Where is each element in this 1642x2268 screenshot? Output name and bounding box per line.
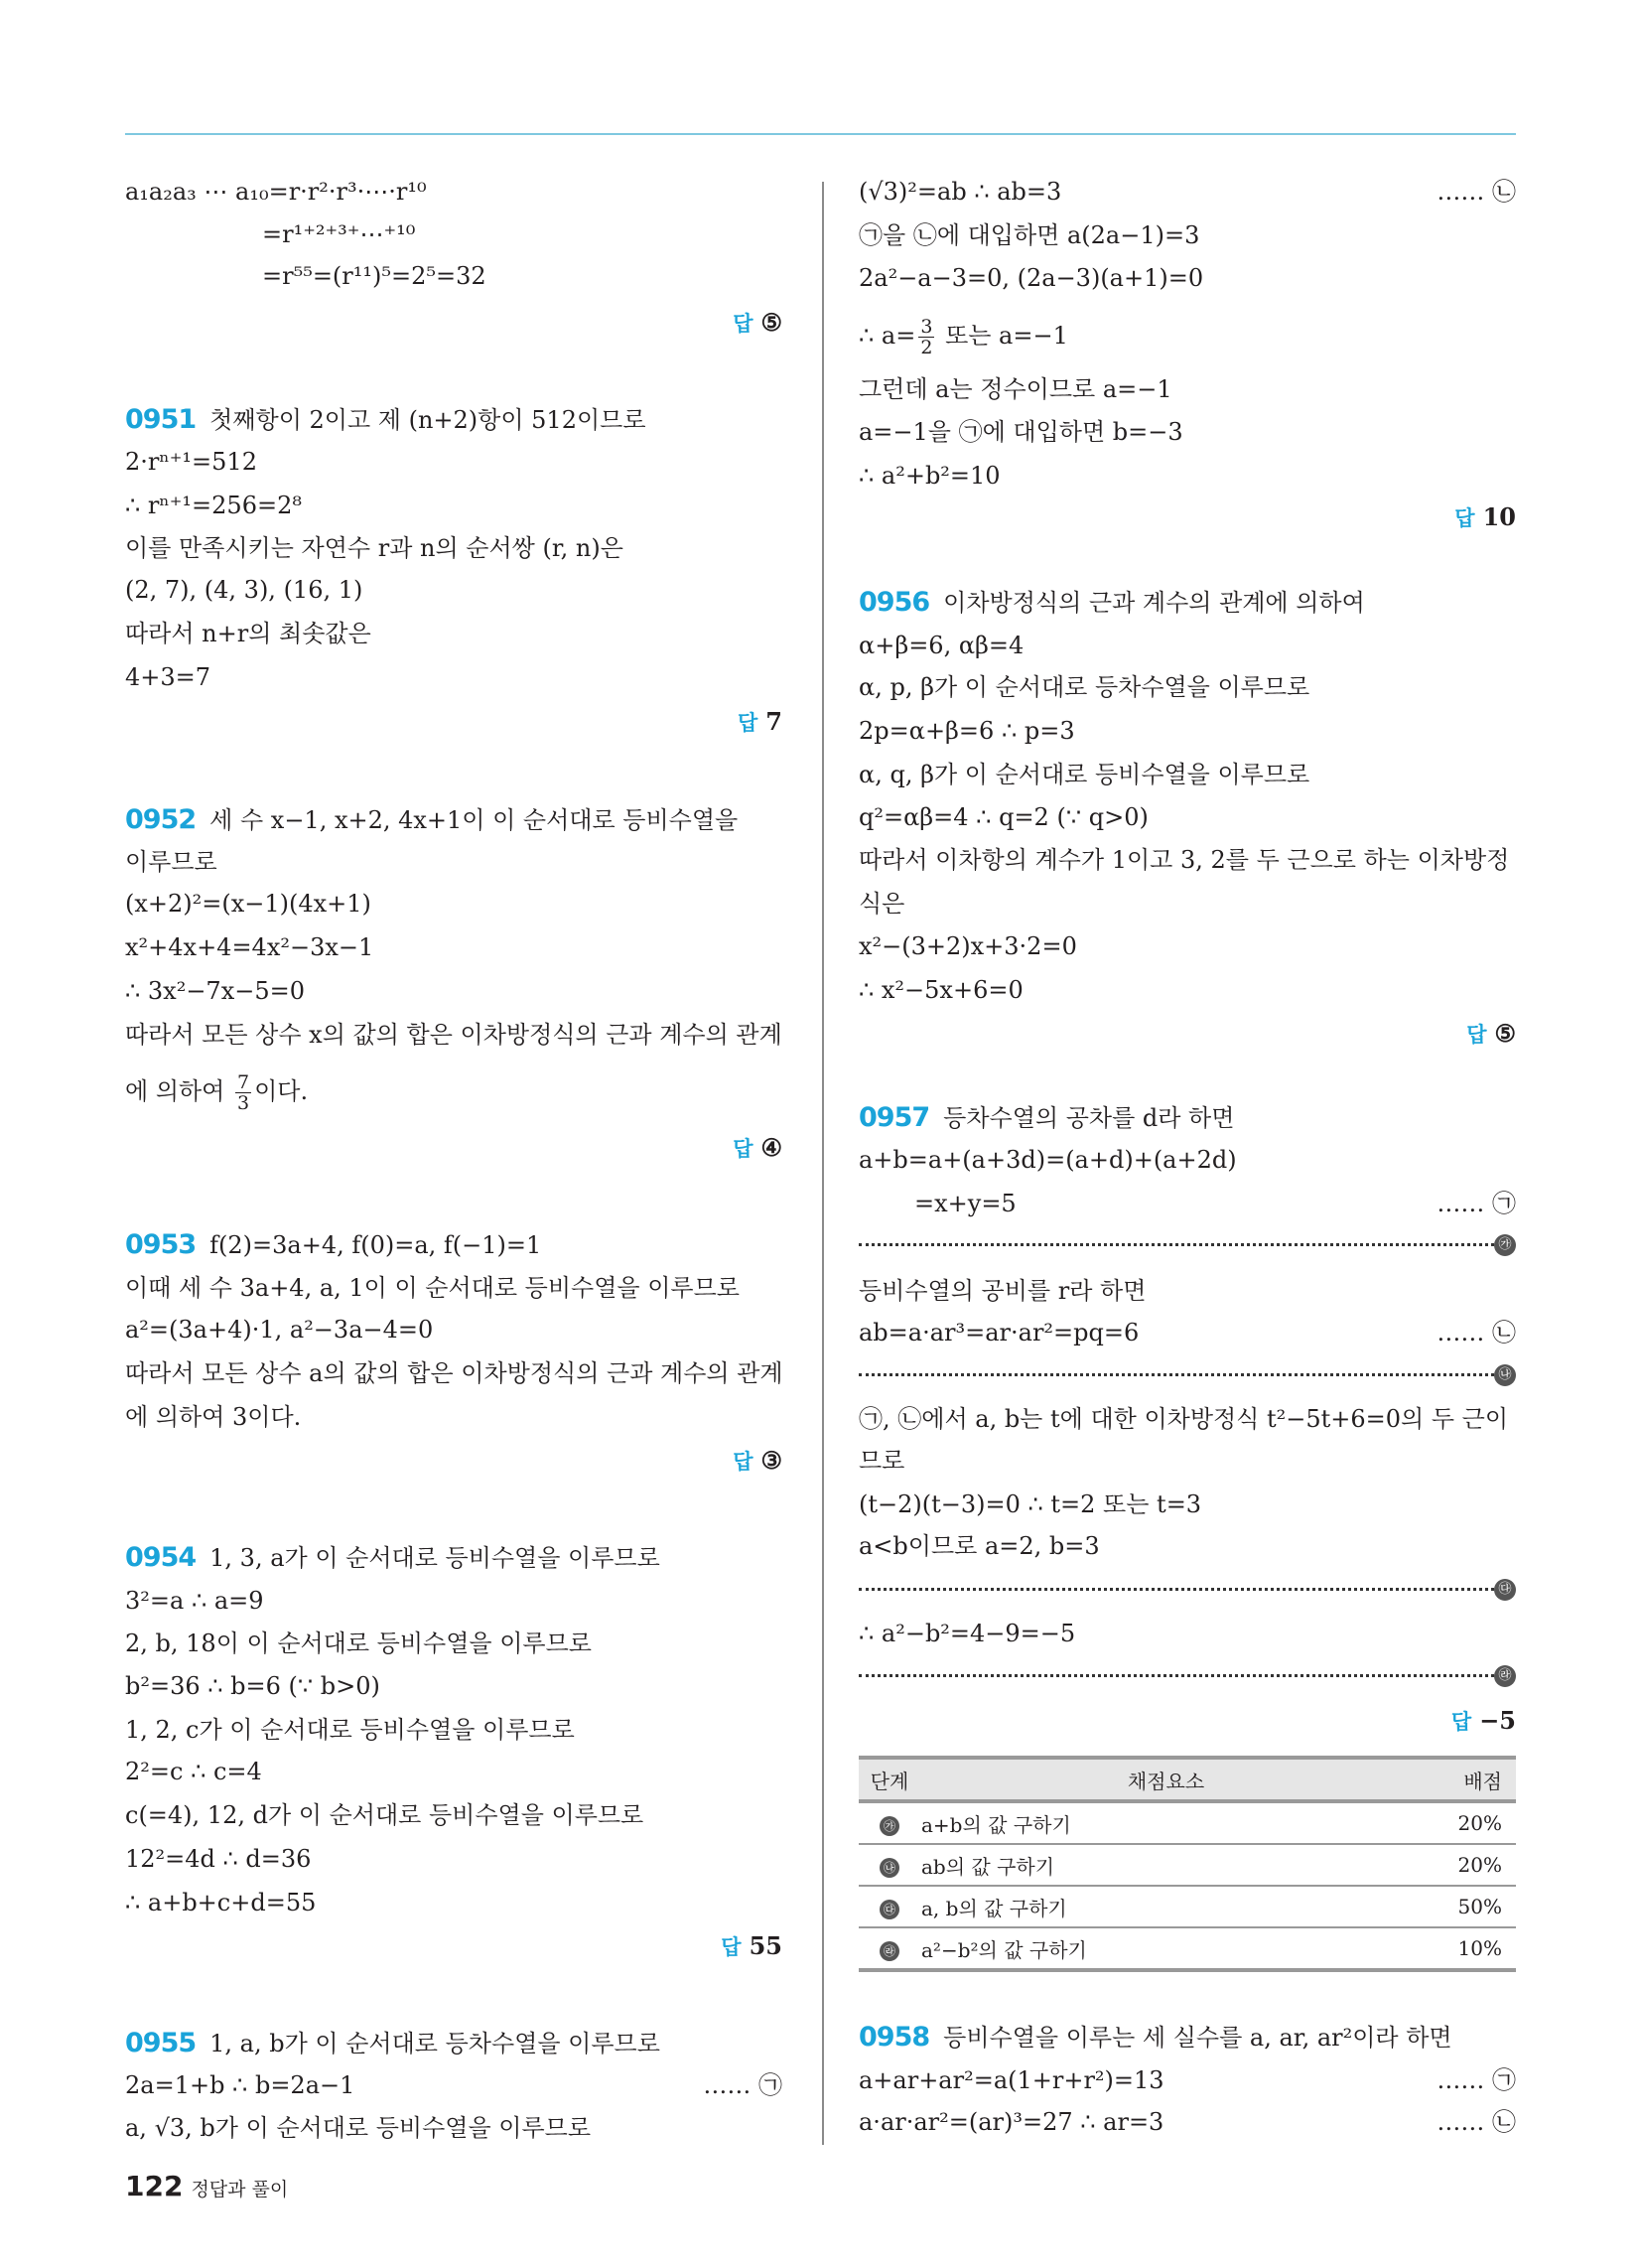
problem-number: 0955 bbox=[125, 2028, 197, 2058]
solution-line: ∴ rⁿ⁺¹=256=2⁸ bbox=[125, 492, 302, 519]
solution-line: a²=(3a+4)·1, a²−3a−4=0 bbox=[125, 1316, 434, 1344]
answer-value: ③ bbox=[760, 1446, 782, 1475]
answer bbox=[125, 1130, 782, 1166]
solution-line: ㉠을 ㉡에 대입하면 a(2a−1)=3 bbox=[859, 221, 1200, 249]
solution-line: (x+2)²=(x−1)(4x+1) bbox=[125, 890, 371, 918]
text: 또는 a=−1 bbox=[945, 322, 1068, 350]
table-row bbox=[859, 1927, 1516, 1970]
dotted-line bbox=[859, 1373, 1494, 1376]
solution-line: 따라서 n+r의 최솟값은 bbox=[125, 620, 371, 647]
page-footer bbox=[125, 2167, 288, 2206]
solution-line bbox=[859, 2104, 1516, 2140]
equation-marker: …… ㉠ bbox=[703, 2071, 782, 2099]
solution-line: ㉠, ㉡에서 a, b는 t에 대한 이차방정식 t²−5t+6=0의 두 근이 bbox=[859, 1405, 1509, 1433]
score-cell: 10% bbox=[1412, 1927, 1516, 1970]
answer-value: 55 bbox=[749, 1931, 782, 1960]
problem-0953-head bbox=[125, 1227, 782, 1263]
answer-label: 답 bbox=[733, 312, 753, 336]
column-divider bbox=[822, 182, 824, 2145]
column-header: 배점 bbox=[1412, 1758, 1516, 1801]
solution-line: a₁a₂a₃ ⋯ a₁₀=r·r²·r³·⋯·r¹⁰ bbox=[125, 178, 427, 206]
answer-value: ⑤ bbox=[760, 308, 782, 337]
text: a·ar·ar²=(ar)³=27 ∴ ar=3 bbox=[859, 2108, 1164, 2136]
text: ∴ a= bbox=[859, 322, 916, 350]
solution-line: =r¹⁺²⁺³⁺⋯⁺¹⁰ bbox=[262, 220, 416, 248]
step-badge: ㉱ bbox=[880, 1941, 899, 1961]
step-cell bbox=[859, 1886, 920, 1927]
solution-line: ∴ 3x²−7x−5=0 bbox=[125, 977, 305, 1005]
problem-head-text: 등비수열을 이루는 세 실수를 a, ar, ar²이라 하면 bbox=[943, 2024, 1452, 2052]
text: a+ar+ar²=a(1+r+r²)=13 bbox=[859, 2066, 1164, 2094]
problem-head-text: 등차수열의 공차를 d라 하면 bbox=[943, 1104, 1235, 1132]
step-badge: ㉯ bbox=[880, 1858, 899, 1878]
solution-line: q²=αβ=4 ∴ q=2 (∵ q>0) bbox=[859, 803, 1149, 831]
problem-head-text: f(2)=3a+4, f(0)=a, f(−1)=1 bbox=[209, 1231, 542, 1259]
step-cell bbox=[859, 1801, 920, 1844]
problem-0956-head bbox=[859, 585, 1516, 621]
step-cell bbox=[859, 1927, 920, 1970]
equation-marker: …… ㉡ bbox=[1437, 2108, 1516, 2136]
solution-line: 따라서 모든 상수 a의 값의 합은 이차방정식의 근과 계수의 관계 bbox=[125, 1359, 783, 1387]
numerator: 3 bbox=[920, 316, 933, 338]
solution-line: a, √3, b가 이 순서대로 등비수열을 이루므로 bbox=[125, 2114, 592, 2142]
problem-0951-head bbox=[125, 402, 782, 438]
column-header: 채점요소 bbox=[920, 1758, 1412, 1801]
problem-number: 0952 bbox=[125, 804, 197, 835]
scoring-table bbox=[859, 1756, 1516, 1972]
text: 에 의하여 bbox=[125, 1077, 225, 1105]
solution-line: (t−2)(t−3)=0 ∴ t=2 또는 t=3 bbox=[859, 1490, 1202, 1518]
problem-0952-head bbox=[125, 802, 782, 838]
step-separator bbox=[859, 1234, 1516, 1256]
solution-line: 식은 bbox=[859, 890, 905, 918]
answer-value: 7 bbox=[765, 707, 782, 736]
answer-label: 답 bbox=[738, 711, 758, 735]
answer bbox=[859, 499, 1516, 535]
problem-number: 0951 bbox=[125, 404, 197, 435]
problem-0958-head bbox=[859, 2020, 1516, 2055]
solution-line: x²−(3+2)x+3·2=0 bbox=[859, 932, 1077, 960]
answer bbox=[125, 1443, 782, 1479]
answer-value: ⑤ bbox=[1494, 1019, 1516, 1048]
step-separator bbox=[859, 1665, 1516, 1687]
item-cell: ab의 값 구하기 bbox=[920, 1844, 1412, 1886]
text: (√3)²=ab ∴ ab=3 bbox=[859, 178, 1062, 206]
table-row bbox=[859, 1886, 1516, 1927]
step-separator bbox=[859, 1364, 1516, 1386]
fraction bbox=[918, 317, 934, 357]
solution-line: a+b=a+(a+3d)=(a+d)+(a+2d) bbox=[859, 1146, 1237, 1174]
solution-line-fraction bbox=[125, 1071, 782, 1114]
text: 2a=1+b ∴ b=2a−1 bbox=[125, 2071, 355, 2099]
problem-0955-head bbox=[125, 2026, 782, 2061]
fraction bbox=[235, 1072, 251, 1113]
solution-line: 2a²−a−3=0, (2a−3)(a+1)=0 bbox=[859, 264, 1204, 292]
problem-head-text: 1, a, b가 이 순서대로 등차수열을 이루므로 bbox=[209, 2030, 660, 2057]
answer bbox=[125, 305, 782, 341]
equation-marker: …… ㉠ bbox=[1437, 1190, 1516, 1217]
answer bbox=[125, 704, 782, 740]
solution-line: 따라서 이차항의 계수가 1이고 3, 2를 두 근으로 하는 이차방정 bbox=[859, 846, 1510, 874]
problem-head-text: 세 수 x−1, x+2, 4x+1이 이 순서대로 등비수열을 bbox=[209, 806, 739, 834]
footer-title: 정답과 풀이 bbox=[191, 2179, 289, 2200]
answer-value: −5 bbox=[1479, 1706, 1516, 1735]
answer-value: 10 bbox=[1482, 502, 1516, 531]
solution-line: α, p, β가 이 순서대로 등차수열을 이루므로 bbox=[859, 673, 1310, 701]
denominator: 2 bbox=[920, 337, 933, 358]
solution-line: 2p=α+β=6 ∴ p=3 bbox=[859, 717, 1075, 745]
step-cell bbox=[859, 1844, 920, 1886]
solution-line bbox=[125, 2067, 782, 2103]
solution-line: 따라서 모든 상수 x의 값의 합은 이차방정식의 근과 계수의 관계 bbox=[125, 1021, 782, 1049]
step-badge: ㉮ bbox=[880, 1816, 899, 1836]
table-row bbox=[859, 1801, 1516, 1844]
solution-line: b²=36 ∴ b=6 (∵ b>0) bbox=[125, 1672, 380, 1700]
problem-0957-head bbox=[859, 1100, 1516, 1136]
column-header: 단계 bbox=[859, 1758, 920, 1801]
answer-label: 답 bbox=[733, 1450, 753, 1474]
solution-line: 그런데 a는 정수이므로 a=−1 bbox=[859, 375, 1172, 403]
answer-value: ④ bbox=[760, 1133, 782, 1162]
solution-line: 2²=c ∴ c=4 bbox=[125, 1758, 262, 1785]
step-badge: ㉰ bbox=[1494, 1579, 1516, 1601]
step-separator bbox=[859, 1579, 1516, 1601]
answer-label: 답 bbox=[1450, 1710, 1472, 1734]
solution-line: 에 의하여 3이다. bbox=[125, 1403, 302, 1431]
page-number: 122 bbox=[125, 2170, 184, 2202]
solution-line: ∴ a²−b²=4−9=−5 bbox=[859, 1620, 1076, 1647]
solution-line bbox=[859, 174, 1516, 210]
solution-line: 2, b, 18이 이 순서대로 등비수열을 이루므로 bbox=[125, 1630, 592, 1657]
solution-line: 이를 만족시키는 자연수 r과 n의 순서쌍 (r, n)은 bbox=[125, 534, 623, 562]
left-column bbox=[125, 0, 782, 2268]
step-badge: ㉱ bbox=[1494, 1665, 1516, 1687]
item-cell: a+b의 값 구하기 bbox=[920, 1801, 1412, 1844]
equation-marker: …… ㉠ bbox=[1437, 2066, 1516, 2094]
solution-line: 므로 bbox=[859, 1447, 905, 1475]
problem-head-text: 첫째항이 2이고 제 (n+2)항이 512이므로 bbox=[209, 406, 646, 434]
solution-line: 2·rⁿ⁺¹=512 bbox=[125, 448, 257, 476]
numerator: 7 bbox=[237, 1071, 250, 1093]
equation-marker: …… ㉡ bbox=[1437, 1319, 1516, 1347]
solution-line: 4+3=7 bbox=[125, 663, 211, 691]
item-cell: a²−b²의 값 구하기 bbox=[920, 1927, 1412, 1970]
solution-line: a<b이므로 a=2, b=3 bbox=[859, 1532, 1100, 1560]
answer-label: 답 bbox=[1466, 1023, 1487, 1047]
solution-line: c(=4), 12, d가 이 순서대로 등비수열을 이루므로 bbox=[125, 1801, 644, 1829]
score-cell: 50% bbox=[1412, 1886, 1516, 1927]
problem-number: 0958 bbox=[859, 2022, 930, 2053]
problem-head-text: 이차방정식의 근과 계수의 관계에 의하여 bbox=[943, 589, 1365, 617]
solution-line: 1, 2, c가 이 순서대로 등비수열을 이루므로 bbox=[125, 1716, 575, 1744]
step-badge: ㉮ bbox=[1494, 1234, 1516, 1256]
solution-line: ∴ x²−5x+6=0 bbox=[859, 976, 1024, 1004]
score-cell: 20% bbox=[1412, 1844, 1516, 1886]
solution-line: x²+4x+4=4x²−3x−1 bbox=[125, 933, 374, 961]
answer bbox=[859, 1703, 1516, 1739]
text: 이다. bbox=[254, 1077, 309, 1105]
score-cell: 20% bbox=[1412, 1801, 1516, 1844]
problem-0954-head bbox=[125, 1540, 782, 1576]
answer-label: 답 bbox=[1454, 506, 1475, 530]
problem-head-text: 1, 3, a가 이 순서대로 등비수열을 이루므로 bbox=[209, 1544, 660, 1572]
solution-line: a=−1을 ㉠에 대입하면 b=−3 bbox=[859, 418, 1183, 446]
dotted-line bbox=[859, 1674, 1494, 1677]
step-badge: ㉰ bbox=[880, 1900, 899, 1919]
solution-line bbox=[859, 1315, 1516, 1350]
solution-line bbox=[859, 1186, 1516, 1221]
solution-line: ∴ a+b+c+d=55 bbox=[125, 1889, 317, 1916]
solution-line: 12²=4d ∴ d=36 bbox=[125, 1845, 312, 1873]
problem-number: 0954 bbox=[125, 1542, 197, 1573]
answer-label: 답 bbox=[721, 1935, 742, 1959]
dotted-line bbox=[859, 1243, 1494, 1246]
answer bbox=[859, 1016, 1516, 1052]
text: ab=a·ar³=ar·ar²=pq=6 bbox=[859, 1319, 1140, 1347]
solution-line: 등비수열의 공비를 r라 하면 bbox=[859, 1277, 1147, 1305]
denominator: 3 bbox=[237, 1092, 250, 1114]
answer-label: 답 bbox=[733, 1137, 753, 1161]
solution-line: 이때 세 수 3a+4, a, 1이 이 순서대로 등비수열을 이루므로 bbox=[125, 1274, 740, 1302]
solution-line: α+β=6, αβ=4 bbox=[859, 632, 1025, 659]
solution-line-fraction bbox=[859, 316, 1516, 358]
dotted-line bbox=[859, 1588, 1494, 1591]
right-column bbox=[859, 0, 1516, 2268]
table-row bbox=[859, 1844, 1516, 1886]
solution-line: =r⁵⁵=(r¹¹)⁵=2⁵=32 bbox=[262, 262, 486, 290]
answer bbox=[125, 1928, 782, 1964]
item-cell: a, b의 값 구하기 bbox=[920, 1886, 1412, 1927]
solution-line: α, q, β가 이 순서대로 등비수열을 이루므로 bbox=[859, 761, 1310, 788]
text: =x+y=5 bbox=[914, 1190, 1017, 1217]
table-header-row bbox=[859, 1758, 1516, 1801]
solution-line: (2, 7), (4, 3), (16, 1) bbox=[125, 576, 363, 604]
solution-line: 이루므로 bbox=[125, 848, 217, 876]
problem-number: 0953 bbox=[125, 1229, 197, 1260]
solution-line bbox=[859, 2062, 1516, 2098]
equation-marker: …… ㉡ bbox=[1437, 178, 1516, 206]
solution-line: 3²=a ∴ a=9 bbox=[125, 1587, 264, 1615]
step-badge: ㉯ bbox=[1494, 1364, 1516, 1386]
problem-number: 0956 bbox=[859, 587, 930, 618]
solution-line: ∴ a²+b²=10 bbox=[859, 462, 1001, 490]
problem-number: 0957 bbox=[859, 1102, 930, 1133]
